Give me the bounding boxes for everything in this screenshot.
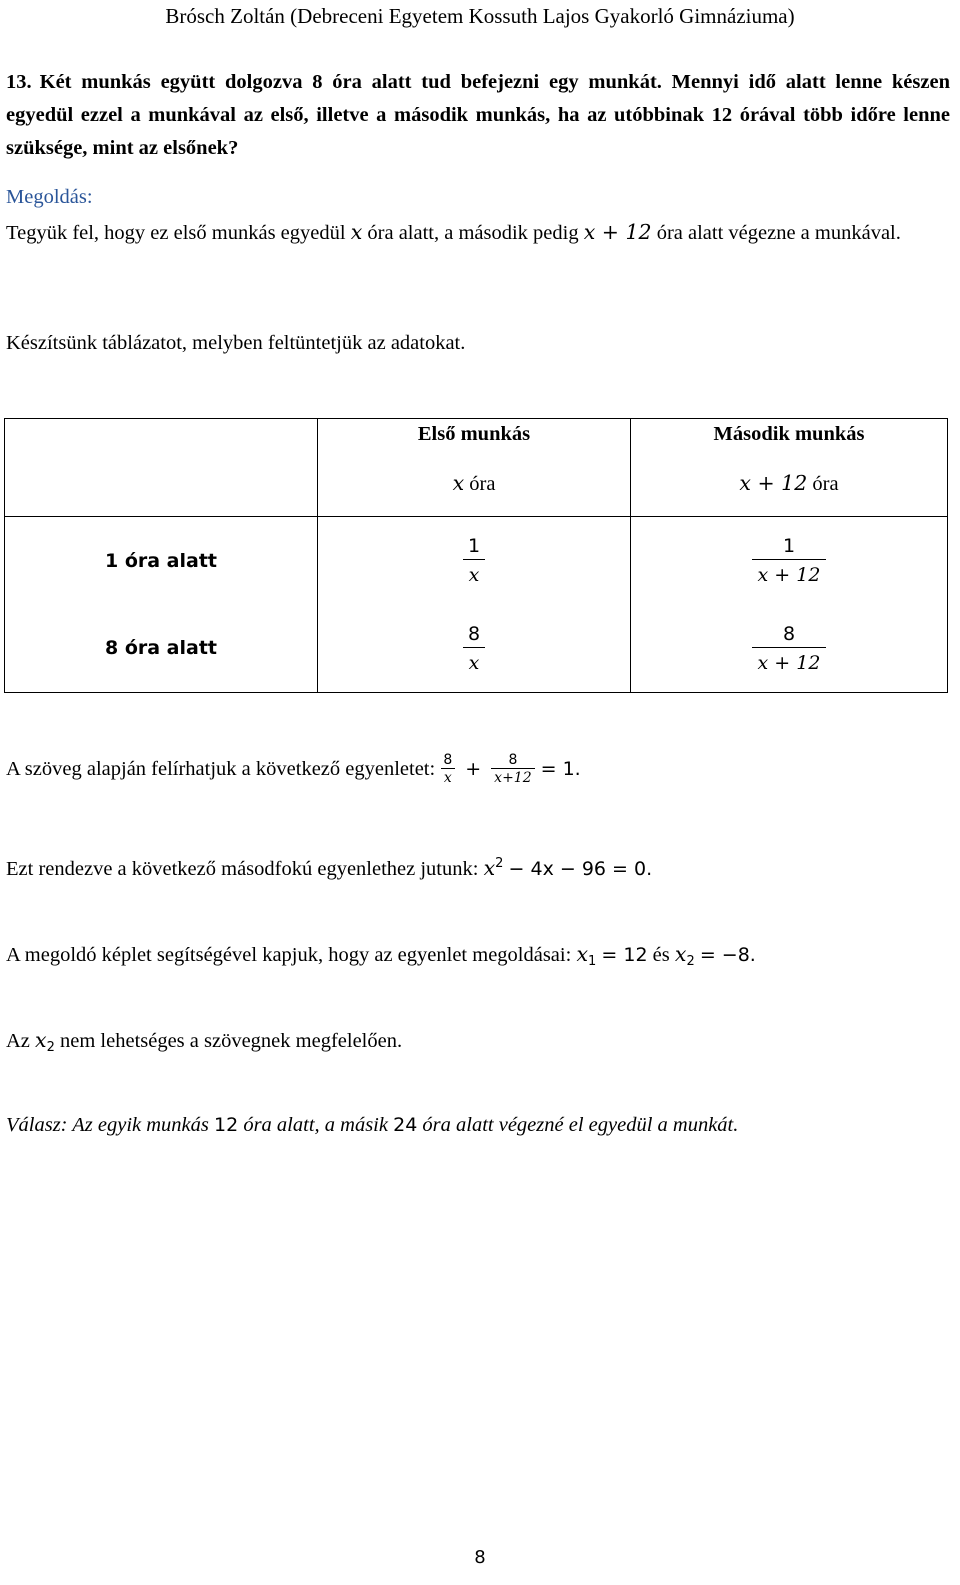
answer-paragraph <box>6 1114 738 1137</box>
subscript: 2 <box>46 1040 55 1055</box>
problem-number: 13. <box>6 71 32 93</box>
cell-8h-second <box>631 605 948 693</box>
row-label-1-hour: 1 óra alatt <box>5 517 318 605</box>
fraction <box>462 533 486 588</box>
subscript: 1 <box>588 954 597 969</box>
fraction <box>752 621 827 676</box>
math-x: x <box>350 220 363 244</box>
equation-rhs: = 1. <box>540 758 581 780</box>
numerator: 8 <box>467 622 481 645</box>
number: 12 <box>214 1114 239 1136</box>
denominator: x + 12 <box>752 647 827 676</box>
numerator: 1 <box>782 535 796 558</box>
text-span: Válasz: Az egyik munkás <box>6 1114 209 1136</box>
exponent: 2 <box>495 856 504 871</box>
fraction <box>462 621 486 676</box>
denominator: x <box>463 559 486 588</box>
denominator: x + 12 <box>752 559 827 588</box>
numerator: 8 <box>508 752 518 768</box>
text-span: óra alatt végezne a munkával. <box>656 222 901 244</box>
page-number: 8 <box>474 1547 486 1568</box>
math-expr: x + 12 <box>583 220 652 244</box>
text-span: óra alatt, a második pedig <box>367 222 579 244</box>
time-first-worker <box>318 451 631 517</box>
math-x: x <box>576 942 588 966</box>
text-span: A megoldó képlet segítségével kapjuk, hogy az egyenlet megoldásai: <box>6 944 572 966</box>
problem-text: Két munkás együtt dolgozva 8 óra alatt tud befejezni egy munkát. Mennyi idő alatt lenne készen egyedül ezzel a munkával az első, illetve a második munkás, ha az utóbbinak 12 órával több időre lenne szüksége, mint az elsőnek? <box>6 71 950 159</box>
math-expr: x + 12 <box>739 470 808 495</box>
math-x: x <box>35 1028 47 1052</box>
row-label-8-hours: 8 óra alatt <box>5 605 318 693</box>
text-span: Ezt rendezve a következő másodfokú egyenlethez jutunk: <box>6 858 479 880</box>
header-first-worker: Első munkás <box>318 419 631 451</box>
denominator: x+12 <box>491 768 534 786</box>
text-span: óra alatt végezné el egyedül a munkát. <box>422 1114 739 1136</box>
data-table <box>4 418 948 693</box>
cell-8h-first <box>318 605 631 693</box>
numerator: 8 <box>443 752 453 768</box>
subscript: 2 <box>686 954 695 969</box>
cell-1h-second <box>631 517 948 605</box>
table-corner-cell <box>5 419 318 517</box>
math-expr: = 12 <box>601 944 648 966</box>
text-span: Tegyük fel, hogy ez első munkás egyedül <box>6 222 346 244</box>
math-x: x <box>674 942 687 966</box>
solution-label: Megoldás: <box>6 186 93 208</box>
unit-label: óra <box>469 472 496 495</box>
math-x: x <box>483 856 496 880</box>
fraction <box>491 752 534 786</box>
table-intro: Készítsünk táblázatot, melyben feltüntetjük az adatokat. <box>6 332 466 354</box>
page-header: Brósch Zoltán (Debreceni Egyetem Kossuth Lajos Gyakorló Gimnáziuma) <box>165 4 795 28</box>
solutions-paragraph <box>6 942 756 969</box>
equation-paragraph <box>6 752 581 786</box>
text-span: Az <box>6 1030 30 1052</box>
math-expr: − 4x − 96 = 0. <box>508 858 653 880</box>
fraction <box>440 752 455 786</box>
fraction <box>752 533 827 588</box>
header-second-worker: Második munkás <box>631 419 948 451</box>
plus-sign: + <box>465 758 482 780</box>
text-span: óra alatt, a másik <box>243 1114 388 1136</box>
unit-label: óra <box>812 472 839 495</box>
text-span: és <box>652 944 670 966</box>
time-second-worker <box>631 451 948 517</box>
cell-1h-first <box>318 517 631 605</box>
math-x: x <box>452 470 465 495</box>
text-span: A szöveg alapján felírhatjuk a következő egyenletet: <box>6 757 436 780</box>
rejection-paragraph <box>6 1028 402 1055</box>
denominator: x <box>463 647 486 676</box>
number: 24 <box>393 1114 418 1136</box>
problem-statement <box>6 66 950 165</box>
quadratic-paragraph <box>6 856 652 881</box>
numerator: 1 <box>467 535 481 558</box>
denominator: x <box>441 768 455 786</box>
assumption-paragraph <box>6 216 950 250</box>
numerator: 8 <box>782 622 796 645</box>
math-expr: = −8. <box>699 944 756 966</box>
text-span: nem lehetséges a szövegnek megfelelően. <box>60 1030 403 1052</box>
